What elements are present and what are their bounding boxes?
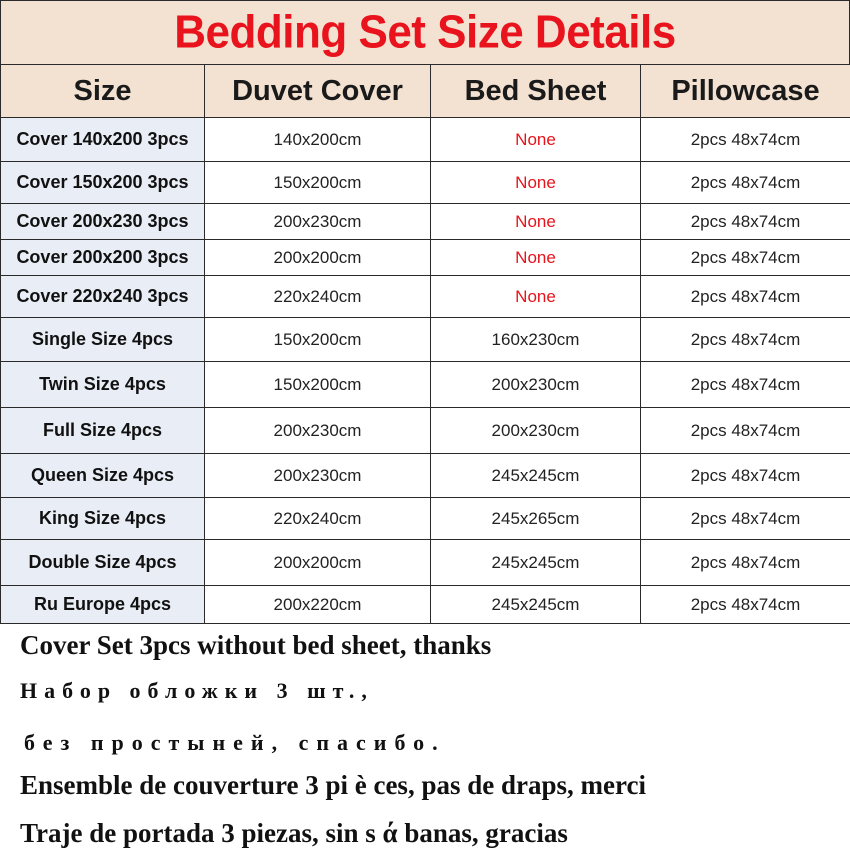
table-row bbox=[1, 276, 850, 318]
pillowcase-cell: 2pcs 48x74cm bbox=[641, 498, 850, 540]
duvet-cover-cell: 140x200cm bbox=[205, 118, 431, 162]
column-header-pillowcase: Pillowcase bbox=[641, 65, 850, 118]
size-cell: Cover 200x200 3pcs bbox=[1, 240, 205, 276]
table-row bbox=[1, 118, 850, 162]
pillowcase-cell: 2pcs 48x74cm bbox=[641, 408, 850, 454]
bed-sheet-cell: None bbox=[431, 204, 641, 240]
bed-sheet-cell: 245x245cm bbox=[431, 540, 641, 586]
pillowcase-cell: 2pcs 48x74cm bbox=[641, 276, 850, 318]
duvet-cover-cell: 150x200cm bbox=[205, 318, 431, 362]
bed-sheet-cell: 200x230cm bbox=[431, 362, 641, 408]
duvet-cover-cell: 200x220cm bbox=[205, 586, 431, 624]
table-row bbox=[1, 318, 850, 362]
size-cell: Cover 140x200 3pcs bbox=[1, 118, 205, 162]
size-cell: Ru Europe 4pcs bbox=[1, 586, 205, 624]
duvet-cover-cell: 200x230cm bbox=[205, 454, 431, 498]
pillowcase-cell: 2pcs 48x74cm bbox=[641, 204, 850, 240]
title-banner bbox=[0, 0, 850, 66]
table-row bbox=[1, 498, 850, 540]
note-spanish: Traje de portada 3 piezas, sin s ά banas, gracias bbox=[20, 818, 568, 848]
size-cell: Cover 200x230 3pcs bbox=[1, 204, 205, 240]
table-row bbox=[1, 454, 850, 498]
table-row bbox=[1, 586, 850, 624]
size-cell: Cover 150x200 3pcs bbox=[1, 162, 205, 204]
pillowcase-cell: 2pcs 48x74cm bbox=[641, 540, 850, 586]
table-row bbox=[1, 408, 850, 454]
column-header-bed-sheet: Bed Sheet bbox=[431, 65, 641, 118]
size-cell: King Size 4pcs bbox=[1, 498, 205, 540]
table-row bbox=[1, 162, 850, 204]
table-row bbox=[1, 240, 850, 276]
note-french: Ensemble de couverture 3 pi è ces, pas de draps, merci bbox=[20, 770, 646, 800]
bed-sheet-cell: None bbox=[431, 162, 641, 204]
pillowcase-cell: 2pcs 48x74cm bbox=[641, 318, 850, 362]
size-table bbox=[0, 64, 850, 624]
bed-sheet-cell: 200x230cm bbox=[431, 408, 641, 454]
duvet-cover-cell: 220x240cm bbox=[205, 498, 431, 540]
pillowcase-cell: 2pcs 48x74cm bbox=[641, 362, 850, 408]
duvet-cover-cell: 150x200cm bbox=[205, 162, 431, 204]
pillowcase-cell: 2pcs 48x74cm bbox=[641, 240, 850, 276]
table-header-row bbox=[1, 65, 850, 118]
table-row bbox=[1, 204, 850, 240]
column-header-size: Size bbox=[1, 65, 205, 118]
bed-sheet-cell: 245x245cm bbox=[431, 454, 641, 498]
pillowcase-cell: 2pcs 48x74cm bbox=[641, 454, 850, 498]
duvet-cover-cell: 200x230cm bbox=[205, 408, 431, 454]
note-russian-line2: без простыней, спасибо. bbox=[24, 730, 446, 755]
bed-sheet-cell: 245x245cm bbox=[431, 586, 641, 624]
size-cell: Double Size 4pcs bbox=[1, 540, 205, 586]
note-russian-line1: Набор обложки 3 шт., bbox=[20, 678, 374, 703]
duvet-cover-cell: 200x230cm bbox=[205, 204, 431, 240]
table-row bbox=[1, 362, 850, 408]
size-cell: Full Size 4pcs bbox=[1, 408, 205, 454]
size-cell: Cover 220x240 3pcs bbox=[1, 276, 205, 318]
bed-sheet-cell: None bbox=[431, 276, 641, 318]
duvet-cover-cell: 220x240cm bbox=[205, 276, 431, 318]
pillowcase-cell: 2pcs 48x74cm bbox=[641, 162, 850, 204]
pillowcase-cell: 2pcs 48x74cm bbox=[641, 586, 850, 624]
bed-sheet-cell: None bbox=[431, 240, 641, 276]
duvet-cover-cell: 150x200cm bbox=[205, 362, 431, 408]
size-cell: Single Size 4pcs bbox=[1, 318, 205, 362]
size-cell: Twin Size 4pcs bbox=[1, 362, 205, 408]
pillowcase-cell: 2pcs 48x74cm bbox=[641, 118, 850, 162]
note-english: Cover Set 3pcs without bed sheet, thanks bbox=[20, 630, 492, 660]
table-body bbox=[1, 118, 850, 624]
duvet-cover-cell: 200x200cm bbox=[205, 540, 431, 586]
bed-sheet-cell: 160x230cm bbox=[431, 318, 641, 362]
page-title: Bedding Set Size Details bbox=[174, 6, 676, 59]
table-row bbox=[1, 540, 850, 586]
size-cell: Queen Size 4pcs bbox=[1, 454, 205, 498]
bed-sheet-cell: 245x265cm bbox=[431, 498, 641, 540]
bed-sheet-cell: None bbox=[431, 118, 641, 162]
column-header-duvet-cover: Duvet Cover bbox=[205, 65, 431, 118]
duvet-cover-cell: 200x200cm bbox=[205, 240, 431, 276]
